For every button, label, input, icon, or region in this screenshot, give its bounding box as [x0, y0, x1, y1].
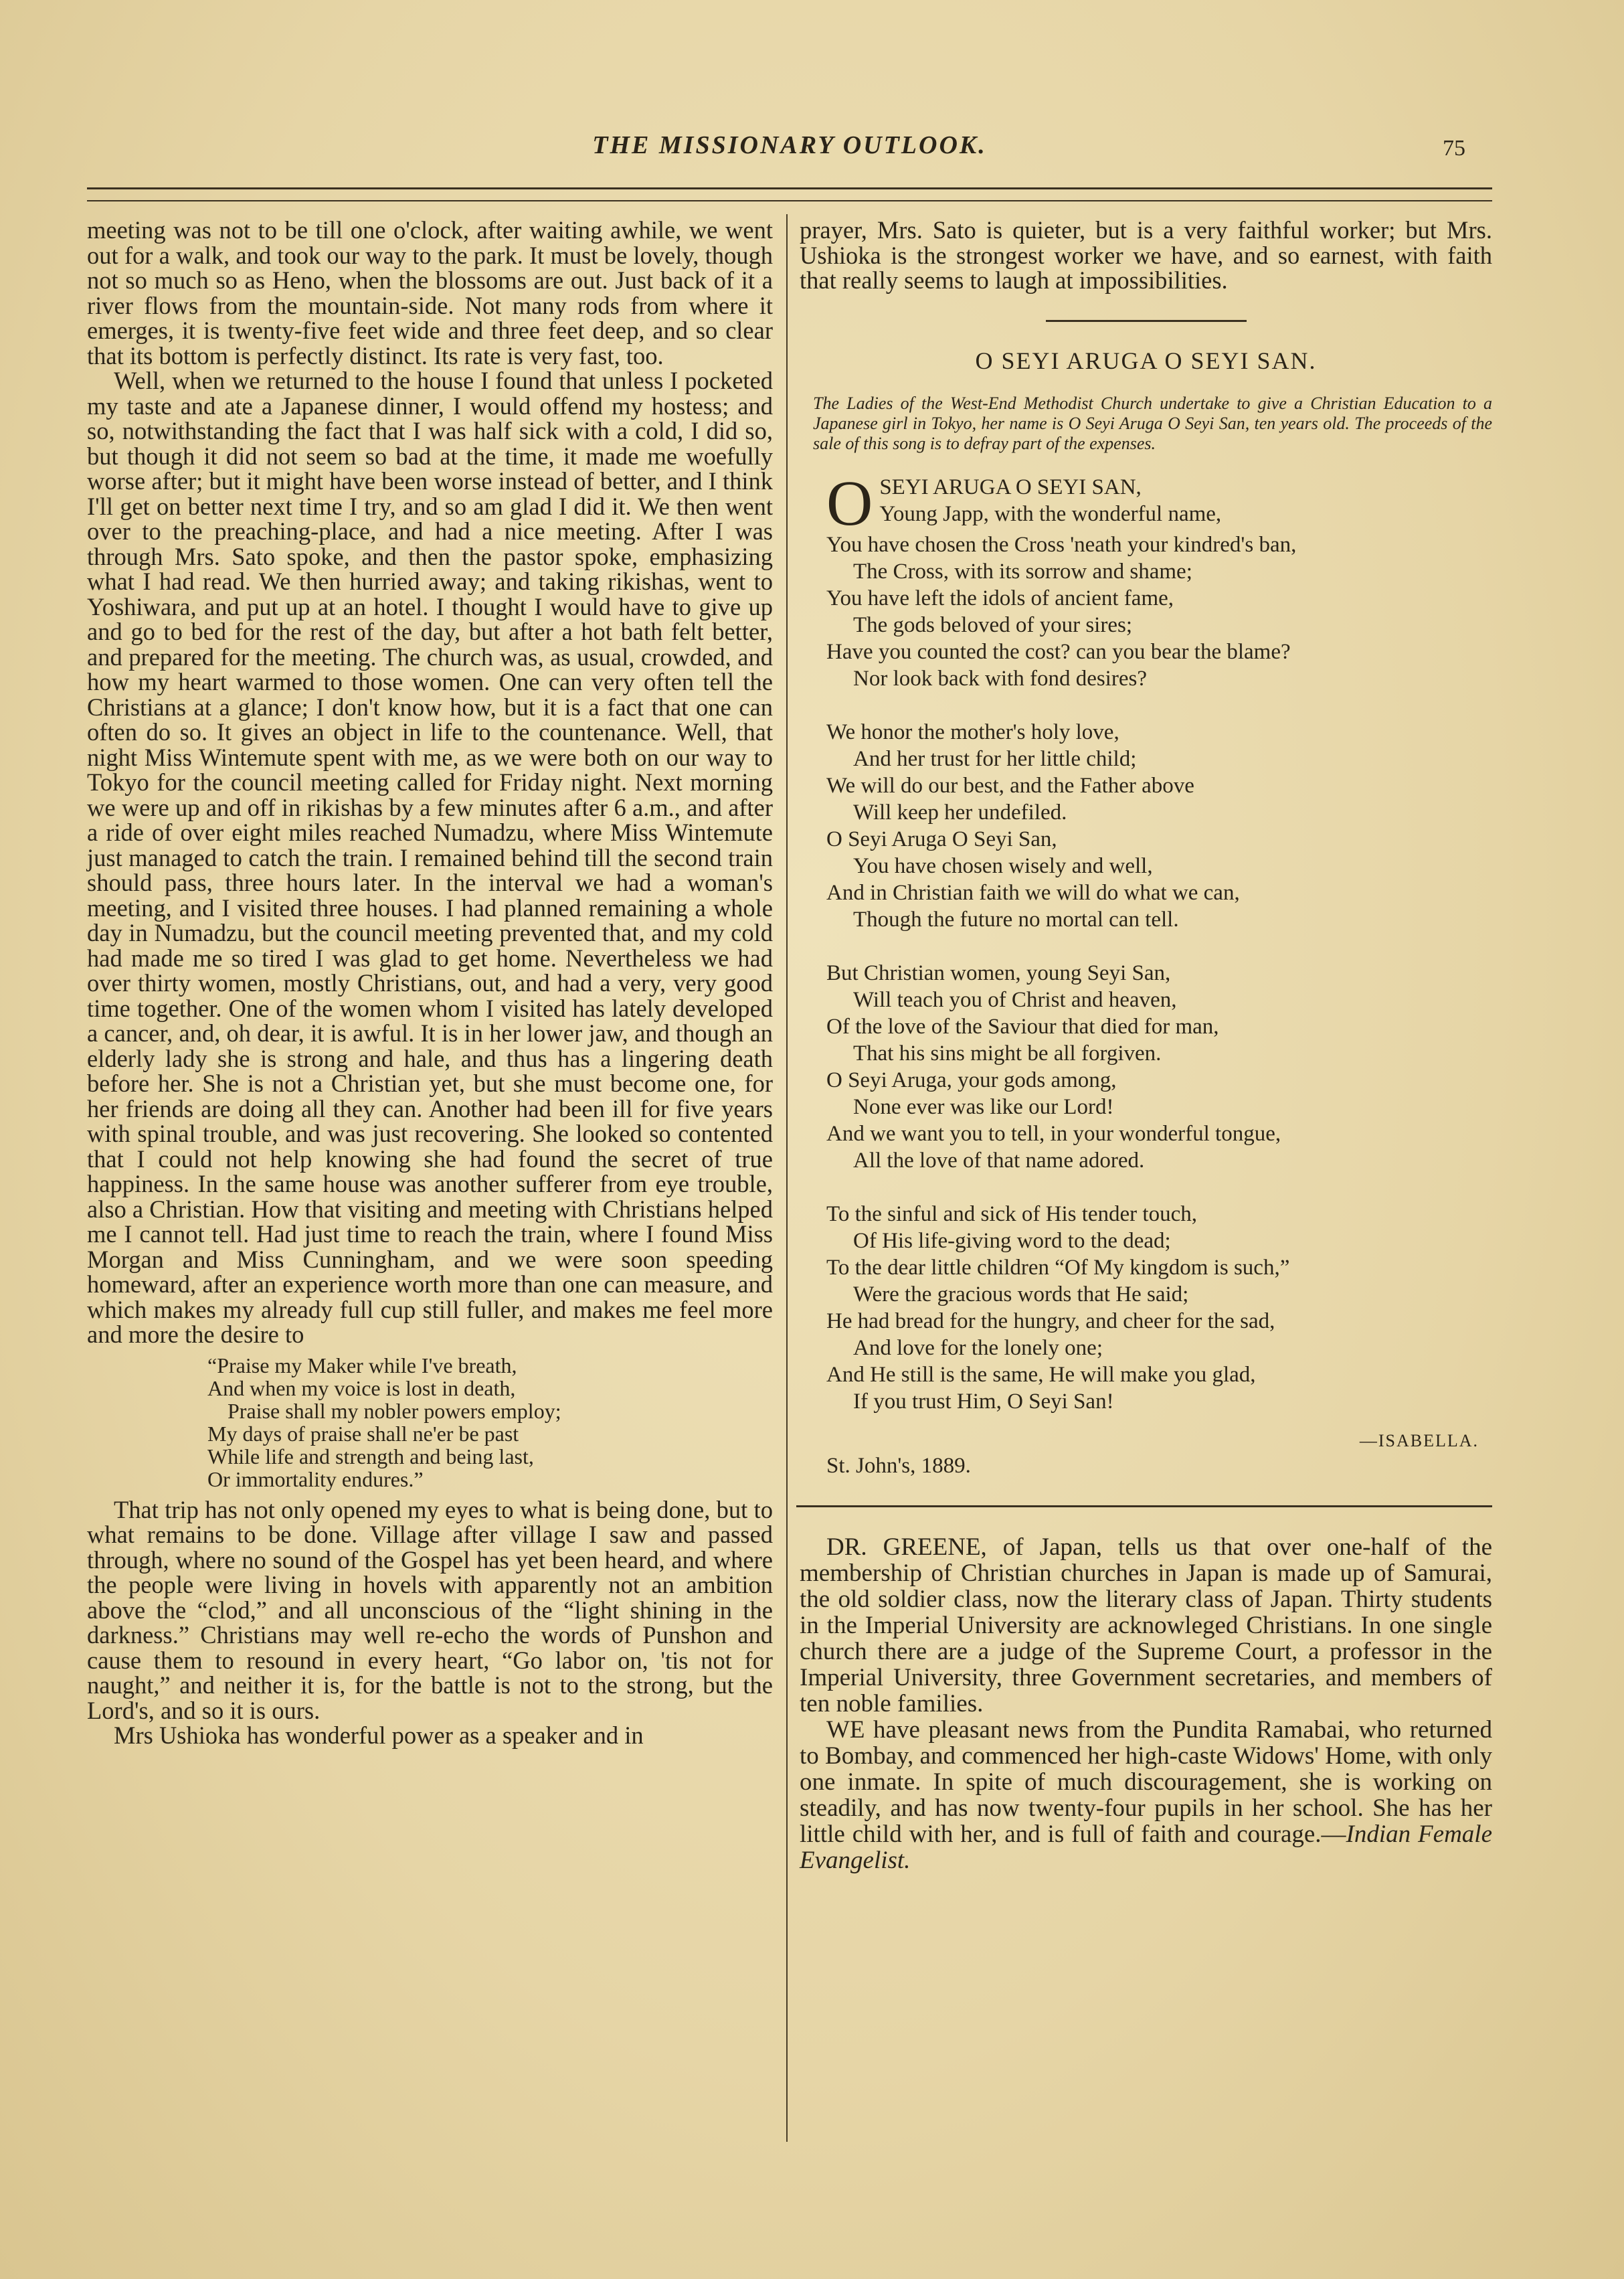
poem-signature: —ISABELLA.	[1359, 1431, 1479, 1450]
quote-line: Or immortality endures.”	[207, 1466, 424, 1491]
poem-line: Of His life-giving word to the dead;	[853, 1229, 1171, 1253]
poem-line: And in Christian faith we will do what we can,	[826, 881, 1240, 905]
poem-stanza-2	[826, 719, 1492, 933]
news-source: Indian Female Evangelist.	[800, 1821, 1493, 1874]
quote-line: Praise shall my nobler powers employ;	[228, 1398, 561, 1423]
poem-line: And love for the lonely one;	[853, 1336, 1103, 1360]
poem-line: Nor look back with fond desires?	[853, 667, 1147, 691]
letter-paragraph-3: That trip has not only opened my eyes to what is being done, but to what remains to be done. Village after village I saw and passed through, where no sound of the Gospel has yet been heard, and where the people were living in hovels with apparently not an ambition above the “clod,” and all unconscious of the “light shining in the darkness.” Christians may well re-echo the words of Punshon and cause them to resound in every heart, “Go labor on, 'tis not for naught,” and neither it is, for the battle is not to the strong, but the Lord's, and so it is ours.	[87, 1495, 773, 1724]
column-divider	[786, 214, 788, 2142]
quote-line: “Praise my Maker while I've breath,	[207, 1353, 517, 1377]
news-lead: DR. GREENE,	[826, 1533, 987, 1561]
poem-line: SEYI ARUGA O SEYI SAN,	[879, 475, 1142, 499]
poem-note: The Ladies of the West-End Methodist Church undertake to give a Christian Education to a Japanese girl in Tokyo, her name is O Seyi Aruga O Seyi San, ten years old. The proceeds of the sale of this song is to defray part of the expenses.	[813, 394, 1492, 453]
poem-line: We honor the mother's holy love,	[826, 720, 1119, 744]
poem-line: And her trust for her little child;	[853, 747, 1137, 771]
poem-line: O Seyi Aruga O Seyi San,	[826, 827, 1057, 851]
quote-line: My days of praise shall ne'er be past	[207, 1421, 519, 1446]
poem-line: But Christian women, young Seyi San,	[826, 961, 1171, 985]
letter-paragraph-2: Well, when we returned to the house I found that unless I pocketed my taste and ate a Japanese dinner, I would offend my hostess; and so, notwithstanding the fact that I was half sick with a cold, I did so, but though it did not seem so bad at the time, it made me woefully worse after; but it might have been worse instead of better, and I think I'll get on better next time I try, and so am glad I did it. We then went over to the preaching-place, and had a nice meeting. After I was through Mrs. Sato spoke, and then the pastor spoke, emphasizing what I had read. We then hurried away; and taking rikishas, went to Yoshiwara, and put up at an hotel. I thought I would have to give up and go to bed for the rest of the day, but after a hot bath felt better, and prepared for the meeting. The church was, as usual, crowded, and how my heart warmed to those women. One can very often tell the Christians at a glance; I don't know how, but it is a fact that one can often do so. It gives an object in life to the countenance. Well, that night Miss Wintemute spent with me, as we were both on our way to Tokyo for the council meeting called for Friday night. Next morning we were up and off in rikishas by a few minutes after 6 a.m., and after a ride of over eight miles reached Numadzu, where Miss Wintemute just managed to catch the train. I remained behind till the second train should pass, three hours later. In the interval we had a woman's meeting, and I visited three houses. I had planned remaining a whole day in Numadzu, but the council meeting prevented that, and my cold had made me so tired I was glad to get home. Nevertheless we had over thirty women, mostly Christians, out, and had a very, very good time together. One of the women whom I visited has lately developed a cancer, and, oh dear, it is awful. It is in her lower jaw, and though an elderly lady she is strong and hale, and thus has a lingering death before her. She is not a Christian yet, but she must become one, for her friends are doing all they can. Another had been ill for five years with spinal trouble, and was just recovering. She looked so contented that I could not help knowing she had found the secret of true happiness. In the same house was another sufferer from eye trouble, also a Christian. How that visiting and meeting with Christians helped me I cannot tell. Had just time to reach the train, where I found Miss Morgan and Miss Cunningham, and we were soon speeding homeward, after an experience worth more than one can measure, and which makes my already full cup still fuller, and makes me feel more and more the desire to	[87, 367, 773, 1348]
news-body: of Japan, tells us that over one-half of the membership of Christian churches in Japan is made up of Samurai, the old soldier class, now the literary class of Japan. Thirty students in the Imperial University are acknowleged Christians. In one single church there are a judge of the Supreme Court, a professor in the Imperial University, three Government secretaries, and members of ten noble families.	[800, 1533, 1493, 1717]
poem-line: All the love of that name adored.	[853, 1149, 1145, 1173]
poem-line: You have chosen the Cross 'neath your kindred's ban,	[826, 533, 1297, 557]
poem-line: None ever was like our Lord!	[853, 1095, 1114, 1119]
news-lead: WE	[826, 1716, 865, 1744]
poem-line: Will keep her undefiled.	[853, 800, 1067, 825]
poem-title: O SEYI ARUGA O SEYI SAN.	[975, 347, 1317, 374]
news-item-ramabai	[800, 1717, 1492, 1873]
right-column	[800, 218, 1492, 1873]
poem-line: Were the gracious words that He said;	[853, 1282, 1189, 1306]
section-rule	[1046, 320, 1247, 322]
poem-line: Though the future no mortal can tell.	[853, 908, 1179, 932]
poem-line: And He still is the same, He will make you glad,	[826, 1363, 1256, 1387]
poem-line: If you trust Him, O Seyi San!	[853, 1389, 1114, 1414]
poem-line: Have you counted the cost? can you bear the blame?	[826, 640, 1291, 664]
quote-line: And when my voice is lost in death,	[207, 1375, 516, 1400]
page-number: 75	[1443, 136, 1465, 161]
header-rule	[87, 187, 1492, 201]
drop-cap: O	[826, 467, 873, 539]
poem-line: The Cross, with its sorrow and shame;	[853, 560, 1192, 584]
running-title: THE MISSIONARY OUTLOOK.	[592, 131, 987, 159]
letter-paragraph-continued: prayer, Mrs. Sato is quieter, but is a very faithful worker; but Mrs. Ushioka is the strongest worker we have, and so earnest, with faith that really seems to laugh at impossibilities.	[800, 216, 1492, 294]
letter-paragraph-1: meeting was not to be till one o'clock, after waiting awhile, we went out for a walk, and took our way to the park. It must be lovely, though not so much so as Heno, when the blossoms are out. Just back of it a river flows from the mountain-side. Not many rods from where it emerges, it is twenty-five feet wide and three feet deep, and so clear that its bottom is perfectly distinct. Its rate is very fast, too.	[87, 216, 773, 369]
poem-place-date: St. John's, 1889.	[826, 1453, 971, 1478]
poem-line: Will teach you of Christ and heaven,	[853, 988, 1177, 1012]
poem-stanza-4	[826, 1201, 1492, 1415]
poem-line: And we want you to tell, in your wonderful tongue,	[826, 1122, 1281, 1146]
poem	[826, 467, 1492, 1415]
poem-line: O Seyi Aruga, your gods among,	[826, 1068, 1117, 1092]
news-body: have pleasant news from the Pundita Ramabai, who returned to Bombay, and commenced her high-caste Widows' Home, with only one inmate. In spite of much discouragement, she is working on steadily, and has now twenty-four pupils in her school. She has her little child with her, and is full of faith and courage.—	[800, 1716, 1492, 1848]
section-rule	[796, 1505, 1492, 1507]
news-item-greene	[800, 1534, 1492, 1717]
poem-line: To the dear little children “Of My kingdom is such,”	[826, 1256, 1290, 1280]
hymn-quote	[207, 1354, 773, 1491]
poem-line: The gods beloved of your sires;	[853, 613, 1132, 637]
poem-line: Young Japp, with the wonderful name,	[879, 502, 1222, 526]
quote-line: While life and strength and being last,	[207, 1444, 534, 1468]
poem-line: You have left the idols of ancient fame,	[826, 586, 1174, 610]
poem-line: You have chosen wisely and well,	[853, 854, 1153, 878]
poem-line: Of the love of the Saviour that died for man,	[826, 1015, 1219, 1039]
page-header	[87, 131, 1492, 177]
poem-stanza-1	[826, 467, 1492, 692]
poem-line: To the sinful and sick of His tender touch,	[826, 1202, 1197, 1226]
poem-stanza-3	[826, 960, 1492, 1174]
left-column	[87, 218, 773, 1748]
poem-line: He had bread for the hungry, and cheer for the sad,	[826, 1309, 1275, 1333]
letter-paragraph-4: Mrs Ushioka has wonderful power as a speaker and in	[114, 1721, 644, 1749]
poem-line: We will do our best, and the Father above	[826, 774, 1194, 798]
poem-line: That his sins might be all forgiven.	[853, 1041, 1162, 1066]
